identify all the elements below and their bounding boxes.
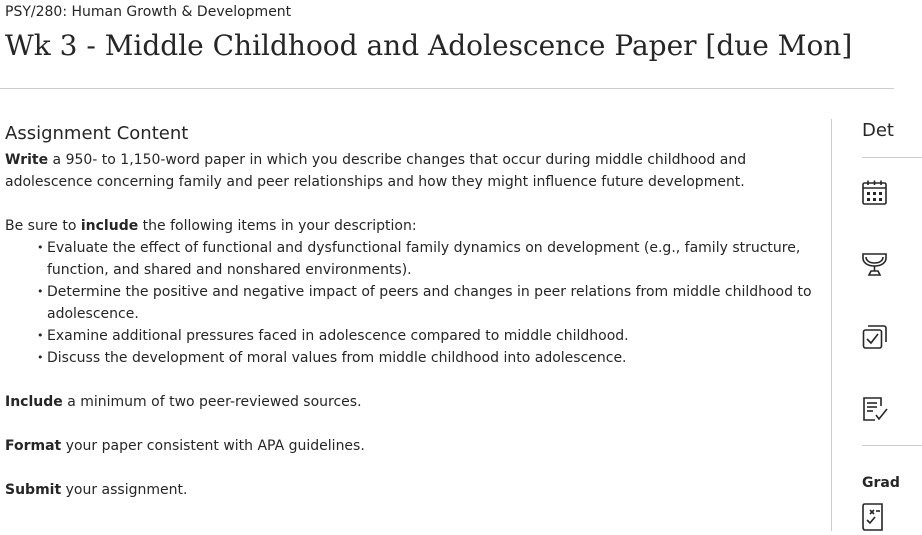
course-label: PSY/280: Human Growth & Development <box>5 4 292 20</box>
instruction-submit: Submit your assignment. <box>5 482 188 498</box>
instruction-format: Format your paper consistent with APA guidelines. <box>5 438 365 454</box>
details-divider <box>862 445 922 446</box>
list-item: • Examine additional pressures faced in adolescence compared to middle childhood. <box>47 325 815 347</box>
instruction-write: Write a 950- to 1,150-word paper in which you describe changes that occur during middle childhood and adolescence concerning family and peer relationships and how they might influence future development. <box>5 152 747 190</box>
checkbox-copy-icon[interactable] <box>862 323 888 349</box>
grade-label: Grad <box>862 475 900 491</box>
instruction-include-items: Be sure to include the following items in your description: <box>5 218 417 234</box>
list-item: • Discuss the development of moral values from middle childhood into adolescence. <box>47 347 815 369</box>
details-title: Det <box>862 120 894 141</box>
grade-scale-icon[interactable] <box>862 500 888 526</box>
list-item: • Determine the positive and negative impact of peers and changes in peer relations from middle childhood to adolescence. <box>47 281 815 325</box>
section-title: Assignment Content <box>5 123 189 144</box>
instruction-sources: Include a minimum of two peer-reviewed sources. <box>5 394 362 410</box>
details-panel <box>862 0 900 531</box>
page-title: Wk 3 - Middle Childhood and Adolescence Paper [due Mon] <box>5 29 853 62</box>
header-divider <box>0 88 894 89</box>
details-divider <box>862 157 922 158</box>
assignment-content <box>5 118 815 501</box>
panel-divider <box>831 119 832 531</box>
rubric-icon[interactable] <box>862 396 888 422</box>
list-item: • Evaluate the effect of functional and dysfunctional family dynamics on development (e.g., family structure, function, and shared and nonshared environments). <box>47 237 815 281</box>
calendar-icon[interactable] <box>862 180 888 206</box>
assignment-body <box>5 149 815 501</box>
requirements-list <box>5 237 815 369</box>
trophy-icon[interactable] <box>862 251 888 277</box>
